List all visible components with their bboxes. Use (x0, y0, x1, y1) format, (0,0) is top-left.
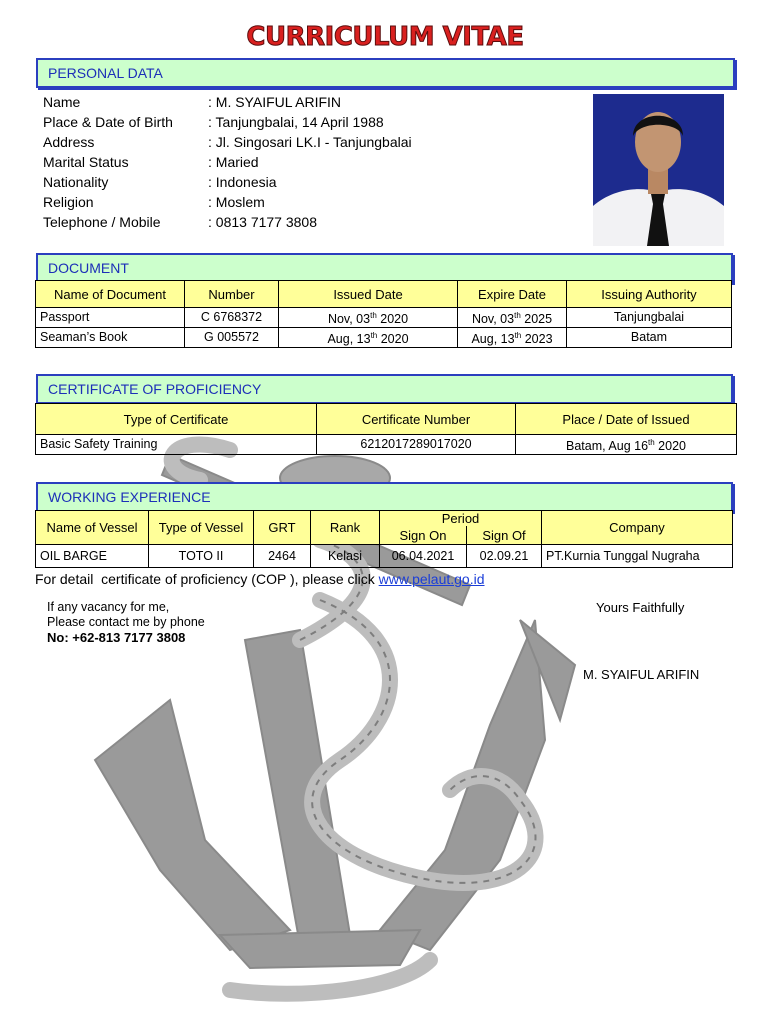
cell (516, 435, 737, 455)
personal-row (43, 132, 583, 152)
col-header: Name of Vessel (36, 511, 149, 545)
field-label: Place & Date of Birth (43, 114, 173, 130)
cell: Kelasi (311, 545, 380, 568)
portrait-image (593, 94, 724, 246)
working-experience-header: WORKING EXPERIENCE (36, 482, 733, 512)
cop-note-text: For detail certificate of proficiency (COP ), please click (35, 571, 379, 587)
date-year: 2025 (520, 312, 553, 327)
contact-block (47, 600, 205, 645)
certificate-table (35, 403, 737, 455)
field-label: Address (43, 134, 95, 150)
field-value: : Jl. Singosari LK.I - Tanjungbalai (208, 134, 412, 150)
field-value: : Moslem (208, 194, 265, 210)
date-year: 2020 (377, 332, 409, 347)
cell: Tanjungbalai (567, 308, 732, 328)
cell: C 6768372 (185, 308, 279, 328)
col-header: Rank (311, 511, 380, 545)
ordinal: th (370, 331, 378, 341)
date-year: 2023 (521, 332, 553, 347)
col-header: Issuing Authority (567, 281, 732, 308)
ordinal: th (514, 331, 522, 341)
certificate-header: CERTIFICATE OF PROFICIENCY (36, 374, 733, 404)
personal-row (43, 152, 583, 172)
personal-row (43, 192, 583, 212)
date-text: Aug, 13 (327, 332, 371, 347)
col-header: Type of Vessel (149, 511, 254, 545)
col-header: GRT (254, 511, 311, 545)
field-value: : M. SYAIFUL ARIFIN (208, 94, 342, 110)
cell: Seaman’s Book (36, 328, 185, 348)
cell: OIL BARGE (36, 545, 149, 568)
cell: 6212017289017020 (317, 435, 516, 455)
cell: 2464 (254, 545, 311, 568)
table-row (36, 435, 737, 455)
document-table (35, 280, 732, 348)
document-header: DOCUMENT (36, 253, 733, 283)
ordinal: th (370, 311, 377, 320)
date-text: Aug, 13 (471, 332, 515, 347)
field-value: : 0813 7177 3808 (208, 214, 317, 230)
table-header-row (36, 511, 733, 527)
date-year: 2020 (654, 439, 686, 454)
col-header: Period (380, 511, 542, 527)
signature-name: M. SYAIFUL ARIFIN (583, 667, 700, 682)
table-row (36, 328, 732, 348)
date-year: 2020 (376, 312, 409, 327)
field-label: Nationality (43, 174, 109, 190)
personal-row (43, 112, 583, 132)
field-value: : Maried (208, 154, 259, 170)
field-label: Religion (43, 194, 94, 210)
col-header: Place / Date of Issued (516, 404, 737, 435)
cell: TOTO II (149, 545, 254, 568)
cell: 02.09.21 (467, 545, 542, 568)
date-text: Batam, Aug 16 (566, 439, 649, 454)
cell: PT.Kurnia Tunggal Nugraha (542, 545, 733, 568)
cell (279, 308, 458, 328)
cell: 06.04.2021 (380, 545, 467, 568)
col-header: Name of Document (36, 281, 185, 308)
field-label: Name (43, 94, 81, 110)
col-header: Expire Date (458, 281, 567, 308)
cell: Basic Safety Training (36, 435, 317, 455)
profile-photo (593, 94, 724, 246)
col-header: Sign On (380, 526, 467, 545)
field-value: : Tanjungbalai, 14 April 1988 (208, 114, 384, 130)
contact-line: Please contact me by phone (47, 615, 205, 629)
experience-table (35, 510, 733, 568)
col-header: Company (542, 511, 733, 545)
cell (458, 308, 567, 328)
col-header: Issued Date (279, 281, 458, 308)
table-header-row (36, 281, 732, 308)
date-text: Nov, 03 (327, 312, 371, 327)
personal-data-list (43, 92, 583, 237)
col-header: Sign Of (467, 526, 542, 545)
ordinal: th (648, 438, 655, 447)
personal-row (43, 92, 583, 112)
contact-phone: No: +62-813 7177 3808 (47, 630, 186, 645)
closing-salutation: Yours Faithfully (596, 600, 685, 615)
field-label: Telephone / Mobile (43, 214, 161, 230)
table-header-row (36, 404, 737, 435)
date-text: Nov, 03 (471, 312, 515, 327)
cv-title: CURRICULUM VITAE (246, 22, 524, 52)
contact-line: If any vacancy for me, (47, 600, 170, 614)
field-value: : Indonesia (208, 174, 277, 190)
personal-row (43, 172, 583, 192)
field-label: Marital Status (43, 154, 129, 170)
cell (458, 328, 567, 348)
personal-row (43, 212, 583, 232)
personal-data-header: PERSONAL DATA (36, 58, 735, 88)
col-header: Certificate Number (317, 404, 516, 435)
table-row (36, 308, 732, 328)
pelaut-link[interactable]: www.pelaut.go.id (378, 571, 485, 587)
cell: Passport (36, 308, 185, 328)
ordinal: th (514, 311, 521, 320)
cell: G 005572 (185, 328, 279, 348)
cop-note (35, 571, 485, 587)
cell: Batam (567, 328, 732, 348)
col-header: Number (185, 281, 279, 308)
table-row (36, 545, 733, 568)
col-header: Type of Certificate (36, 404, 317, 435)
cell (279, 328, 458, 348)
